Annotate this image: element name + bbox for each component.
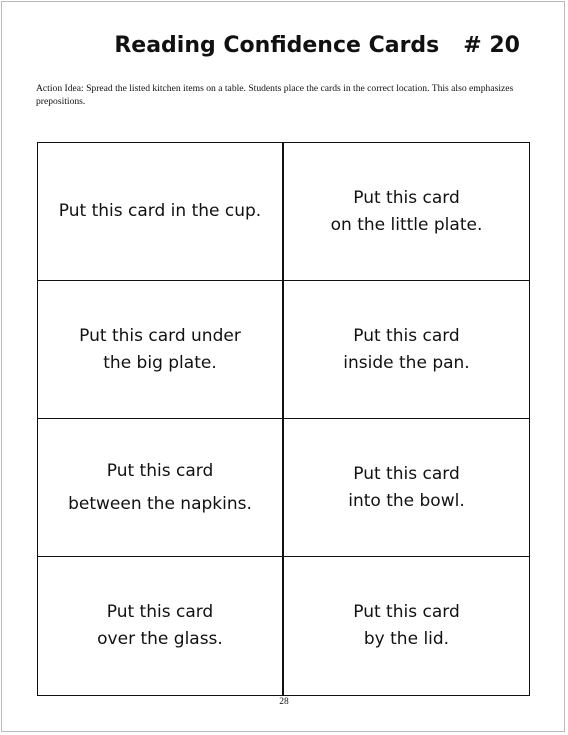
- action-idea-text: Action Idea: Spread the listed kitchen items on a table. Students place the cards in the correct location. This also emphasizes prepositions.: [36, 83, 514, 107]
- card-2-line-1: Put this card: [353, 187, 460, 208]
- card-7-line-1: Put this card: [106, 602, 214, 622]
- card-6-line-2: into the bowl.: [348, 490, 465, 511]
- card-4: [284, 281, 529, 419]
- card-3: [38, 281, 284, 419]
- card-4-line-2: inside the pan.: [343, 352, 470, 373]
- card-5: [38, 419, 284, 557]
- card-4-line-1: Put this card: [353, 325, 460, 346]
- page-title: [0, 33, 520, 58]
- card-1: [38, 143, 284, 281]
- card-1-line-1: Put this card in the cup.: [58, 201, 262, 221]
- card-2-line-2: on the little plate.: [330, 214, 483, 235]
- card-3-line-1: Put this card under: [79, 325, 241, 346]
- card-2: [284, 143, 529, 281]
- page-number: 28: [279, 697, 289, 707]
- card-8-line-1: Put this card: [353, 602, 460, 622]
- card-5-line-2: between the napkins.: [68, 493, 252, 514]
- card-6-line-1: Put this card: [353, 463, 460, 484]
- card-8-line-2: by the lid.: [363, 629, 450, 649]
- card-8: [284, 557, 529, 695]
- card-5-line-1: Put this card: [106, 460, 214, 481]
- card-set-number: # 20: [463, 33, 520, 58]
- title-text: Reading Confidence Cards: [114, 33, 440, 58]
- card-3-line-2: the big plate.: [103, 352, 217, 373]
- card-6: [284, 419, 529, 557]
- cards-grid: [37, 142, 530, 696]
- card-7-line-2: over the glass.: [97, 629, 223, 649]
- card-7: [38, 557, 284, 695]
